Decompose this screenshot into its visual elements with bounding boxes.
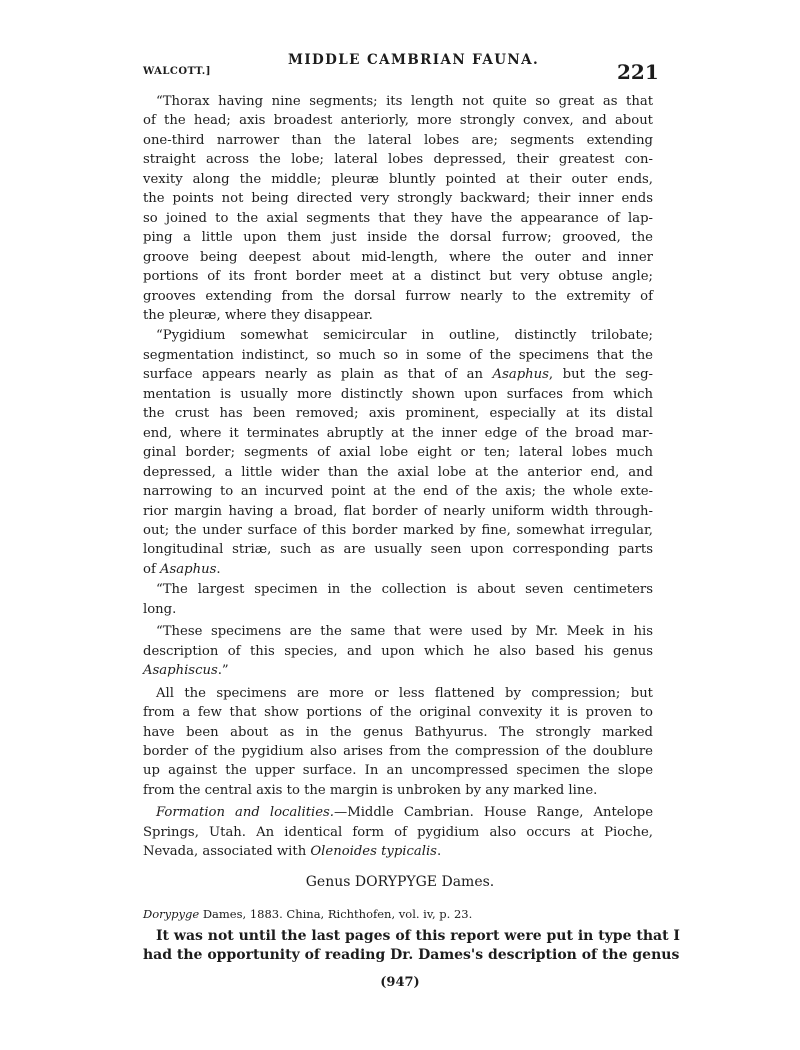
text-fragment: —Middle Cambrian. House Range, Antelope — [334, 805, 654, 821]
text-fragment: .” — [217, 663, 229, 679]
text-line: groove being deepest about mid-length, where the outer and inner — [143, 249, 653, 265]
paragraph-flattened — [143, 684, 653, 801]
text-line: Springs, Utah. An identical form of pygidium also occurs at Pioche, — [143, 824, 653, 840]
text-line: out; the under surface of this border marked by fine, somewhat irregular, — [143, 522, 653, 538]
text-line: vexity along the middle; pleuræ bluntly pointed at their outer ends, — [143, 171, 653, 187]
paragraph-pygidium — [143, 326, 653, 579]
text-line: border of the pygidium also arises from the compression of the doublure — [143, 743, 653, 759]
text-line: “Thorax having nine segments; its length not quite so great as that — [156, 94, 653, 109]
text-line: straight across the lobe; lateral lobes depressed, their greatest con- — [143, 152, 653, 168]
genus-heading-author: Dames. — [437, 874, 495, 890]
synonymy-genus: Dorypyge — [143, 907, 200, 921]
text-line: “The largest specimen in the collection is about seven centimeters — [156, 582, 653, 598]
species-name-italic: Olenoides typicalis — [310, 844, 437, 860]
text-line: ginal border; segments of axial lobe eight or ten; lateral lobes much — [143, 445, 653, 461]
paragraph-thorax — [143, 92, 653, 325]
page-number: 221 — [617, 60, 659, 84]
text-line: the pleuræ, where they disappear. — [143, 307, 373, 323]
running-head-author: WALCOTT.] — [143, 66, 212, 77]
text-fragment: . — [436, 844, 442, 860]
body-text — [143, 92, 653, 862]
running-head-title: MIDDLE CAMBRIAN FAUNA. — [288, 52, 540, 68]
genus-heading-name: DORYPYGE — [354, 874, 438, 890]
paragraph-formation — [143, 803, 653, 861]
genus-name-italic: Asaphus — [492, 367, 549, 383]
text-fragment: . — [216, 561, 221, 577]
genus-name-italic: Asaphus — [160, 561, 217, 577]
text-line: longitudinal striæ, such as are usually seen upon corresponding parts — [143, 542, 653, 558]
paragraph-largest-specimen — [143, 580, 653, 619]
text-fragment: of — [143, 561, 161, 577]
text-line: depressed, a little wider than the axial lobe at the anterior end, and — [143, 464, 653, 480]
text-line: from a few that show portions of the original convexity it is proven to — [143, 705, 653, 721]
text-line — [143, 365, 653, 384]
text-line: rior margin having a broad, flat border of nearly uniform width through- — [143, 503, 653, 519]
text-line: had the opportunity of reading Dr. Dames's description of the genus — [143, 947, 680, 963]
text-line: so joined to the axial segments that they have the appearance of lap- — [143, 210, 653, 226]
text-line: segmentation indistinct, so much so in some of the specimens that the — [143, 347, 653, 363]
synonymy-line — [143, 907, 653, 921]
text-line: end, where it terminates abruptly at the inner edge of the broad mar- — [143, 425, 653, 441]
text-line: “Pygidium somewhat semicircular in outline, distinctly trilobate; — [156, 328, 653, 344]
text-line: the points not being directed very strongly backward; their inner ends — [143, 191, 653, 207]
text-line — [143, 803, 653, 822]
text-line: have been about as in the genus Bathyurus. The strongly marked — [143, 724, 653, 740]
genus-heading-prefix: Genus — [305, 874, 355, 890]
text-line: the crust has been removed; axis prominent, especially at its distal — [143, 406, 653, 422]
paragraph-specimens — [143, 622, 653, 680]
text-line: grooves extending from the dorsal furrow nearly to the extremity of — [143, 288, 653, 304]
text-line: from the central axis to the margin is unbroken by any marked line. — [143, 782, 598, 798]
text-fragment: surface appears nearly as plain as that of an — [143, 367, 493, 383]
genus-heading — [0, 874, 800, 890]
text-line: up against the upper surface. In an uncompressed specimen the slope — [143, 763, 653, 779]
text-line — [143, 842, 653, 861]
synonymy-citation: Dames, 1883. China, Richthofen, vol. iv, p. 23. — [199, 907, 473, 921]
text-line: narrowing to an incurved point at the end of the axis; the whole exte- — [143, 484, 653, 500]
genus-name-italic: Asaphiscus — [143, 663, 218, 679]
text-line — [143, 661, 653, 680]
text-fragment: , but the seg- — [548, 367, 653, 383]
formation-label: Formation and localities. — [156, 805, 334, 821]
text-line: It was not until the last pages of this report were put in type that I — [156, 928, 680, 944]
text-line: mentation is usually more distinctly shown upon surfaces from which — [143, 386, 653, 402]
text-line: of the head; axis broadest anteriorly, more strongly convex, and about — [143, 113, 653, 129]
text-line: ping a little upon them just inside the dorsal furrow; grooved, the — [143, 230, 653, 246]
text-line: All the specimens are more or less flattened by compression; but — [156, 685, 653, 701]
text-line: “These specimens are the same that were used by Mr. Meek in his — [156, 624, 653, 640]
paragraph-dorypyge-intro — [143, 927, 680, 965]
text-line: long. — [143, 601, 177, 617]
text-line: one-third narrower than the lateral lobes are; segments extending — [143, 132, 653, 148]
text-line — [143, 560, 653, 579]
text-fragment: Nevada, associated with — [143, 844, 311, 860]
text-line: description of this species, and upon which he also based his genus — [143, 643, 653, 659]
text-line: portions of its front border meet at a distinct but very obtuse angle; — [143, 269, 653, 285]
footer-page-ref: (947) — [380, 975, 420, 990]
